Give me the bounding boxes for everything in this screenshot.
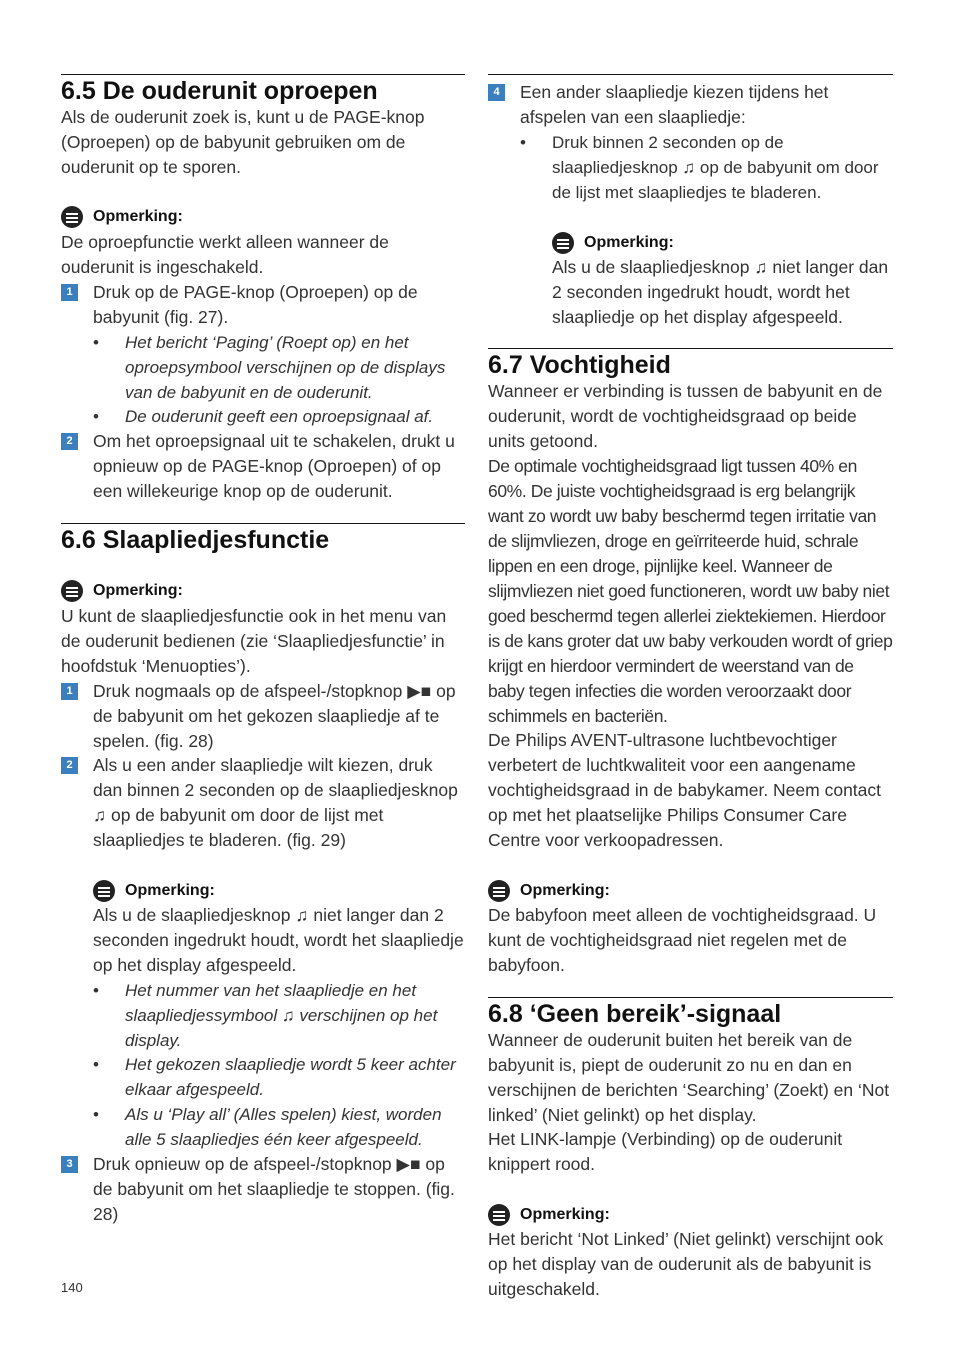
bullet-text: Het gekozen slaapliedje wordt 5 keer achter elkaar afgespeeld. (125, 1055, 456, 1099)
paragraph: Wanneer de ouderunit buiten het bereik van de babyunit is, piept de ouderunit zo nu en dan en verschijnen de berichten ‘Searching’ (Zoekt) en ‘Not linked’ (Niet gelinkt) op het display. (488, 1030, 890, 1125)
step-text: Een ander slaapliedje kiezen tijdens het afspelen van een slaapliedje: (520, 82, 829, 127)
section-rule (61, 523, 465, 524)
note-text: De babyfoon meet alleen de vochtigheidsgraad. U kunt de vochtigheidsgraad niet regelen met de babyfoon. (488, 905, 877, 975)
bullet-item: • Het gekozen slaapliedje wordt 5 keer achter elkaar afgespeeld. (93, 1052, 465, 1102)
note-label: Opmerking: (93, 208, 183, 225)
note-icon (61, 206, 83, 228)
note-label: Opmerking: (520, 882, 610, 899)
note-heading (488, 1204, 610, 1226)
note-text: De oproepfunctie werkt alleen wanneer de ouderunit is ingeschakeld. (61, 232, 389, 277)
bullet-text: Het nummer van het slaapliedje en het slaapliedjessymbool ♫ verschijnen op het display. (125, 981, 438, 1050)
section-rule (61, 74, 465, 75)
bullet-text: Druk binnen 2 seconden op de slaapliedjesknop ♫ op de babyunit om door de lijst met slaapliedjes te bladeren. (552, 133, 879, 202)
bullet-item: • De ouderunit geeft een oproepsignaal af. (93, 404, 465, 429)
step-number: 4 (488, 84, 505, 101)
note-icon (552, 232, 574, 254)
note-icon (488, 1204, 510, 1226)
section-title-6-7: 6.7 Vochtigheid (488, 351, 671, 379)
step-number: 2 (61, 433, 78, 450)
note-icon (488, 880, 510, 902)
note-heading (488, 880, 610, 902)
section-rule (488, 74, 893, 75)
bullet-text: Als u ‘Play all’ (Alles spelen) kiest, worden alle 5 slaapliedjes één keer afgespeeld. (125, 1105, 442, 1149)
step-text: Druk op de PAGE-knop (Oproepen) op de babyunit (fig. 27). (93, 282, 418, 327)
step-number: 2 (61, 757, 78, 774)
step-text: Om het oproepsignaal uit te schakelen, drukt u opnieuw op de PAGE-knop (Oproepen) of op een willekeurige knop op de ouderunit. (93, 431, 455, 501)
note-text: Als u de slaapliedjesknop ♫ niet langer dan 2 seconden ingedrukt houdt, wordt het slaapliedje op het display afgespeeld. (93, 905, 464, 975)
bullet-text: De ouderunit geeft een oproepsignaal af. (125, 407, 434, 426)
paragraph: Wanneer er verbinding is tussen de babyunit en de ouderunit, wordt de vochtigheidsgraad op beide units getoond. (488, 381, 883, 451)
section-rule (488, 997, 893, 998)
note-heading (61, 206, 183, 228)
bullet-text: Het bericht ‘Paging’ (Roept op) en het oproepsymbool verschijnen op de displays van de babyunit en de ouderunit. (125, 333, 446, 402)
page-number: 140 (61, 1280, 83, 1295)
section-title-6-5: 6.5 De ouderunit oproepen (61, 77, 378, 105)
note-label: Opmerking: (520, 1206, 610, 1223)
bullet-item: • Als u ‘Play all’ (Alles spelen) kiest, worden alle 5 slaapliedjes één keer afgespeeld. (93, 1102, 465, 1152)
bullet-item: • Het nummer van het slaapliedje en het slaapliedjessymbool ♫ verschijnen op het display. (93, 978, 465, 1053)
note-icon (61, 580, 83, 602)
step-number: 1 (61, 683, 78, 700)
step-text: Druk nogmaals op de afspeel-/stopknop ▶■ op de babyunit om het gekozen slaapliedje af te spelen. (fig. 28) (93, 681, 456, 751)
section-title-6-8: 6.8 ‘Geen bereik’-signaal (488, 1000, 782, 1028)
paragraph: De Philips AVENT-ultrasone luchtbevochtiger verbetert de luchtkwaliteit voor een aangename vochtigheidsgraad in de babykamer. Neem contact op met het plaatselijke Philips Consumer Care Centre voor verkoopadressen. (488, 730, 882, 850)
paragraph: De optimale vochtigheidsgraad ligt tussen 40% en 60%. De juiste vochtigheidsgraad is erg belangrijk want zo wordt uw baby beschermd tegen irritatie van de slijmvliezen, droge en geïrriteerde huid, schrale lippen en een droge, pijnlijke keel. Wanneer de slijmvliezen niet goed functioneren, wordt uw baby niet goed beschermd tegen allerlei ziektekiemen. Hierdoor is de kans groter dat uw baby verkouden wordt of griep krijgt en hierdoor vermindert de weerstand van de baby tegen infecties die worden veroorzaakt door schimmels en bacteriën. (488, 456, 893, 726)
section-rule (488, 348, 893, 349)
step-text: Als u een ander slaapliedje wilt kiezen, druk dan binnen 2 seconden op de slaapliedjesknop ♫ op de babyunit om door de lijst met slaapliedjes te bladeren. (fig. 29) (93, 755, 458, 850)
note-label: Opmerking: (125, 882, 215, 899)
step-number: 1 (61, 284, 78, 301)
note-text: U kunt de slaapliedjesfunctie ook in het menu van de ouderunit bedienen (zie ‘Slaapliedjesfunctie’ in hoofdstuk ‘Menuopties’). (61, 606, 447, 676)
note-heading (61, 580, 183, 602)
note-heading (93, 880, 215, 902)
bullet-item: • Druk binnen 2 seconden op de slaapliedjesknop ♫ op de babyunit om door de lijst met slaapliedjes te bladeren. (520, 130, 893, 205)
note-heading (552, 232, 674, 254)
section-title-6-6: 6.6 Slaapliedjesfunctie (61, 526, 330, 554)
note-text: Als u de slaapliedjesknop ♫ niet langer dan 2 seconden ingedrukt houdt, wordt het slaapliedje op het display afgespeeld. (552, 257, 889, 327)
note-icon (93, 880, 115, 902)
paragraph: Het LINK-lampje (Verbinding) op de ouderunit knippert rood. (488, 1129, 843, 1174)
step-number: 3 (61, 1156, 78, 1173)
paragraph: Als de ouderunit zoek is, kunt u de PAGE-knop (Oproepen) op de babyunit gebruiken om de ouderunit op te sporen. (61, 107, 425, 177)
step-text: Druk opnieuw op de afspeel-/stopknop ▶■ op de babyunit om het slaapliedje te stoppen. (fig. 28) (93, 1154, 455, 1224)
note-label: Opmerking: (93, 582, 183, 599)
bullet-item: • Het bericht ‘Paging’ (Roept op) en het oproepsymbool verschijnen op de displays van de babyunit en de ouderunit. (93, 330, 465, 405)
note-text: Het bericht ‘Not Linked’ (Niet gelinkt) verschijnt ook op het display van de ouderunit als de babyunit is uitgeschakeld. (488, 1229, 884, 1299)
note-label: Opmerking: (584, 234, 674, 251)
